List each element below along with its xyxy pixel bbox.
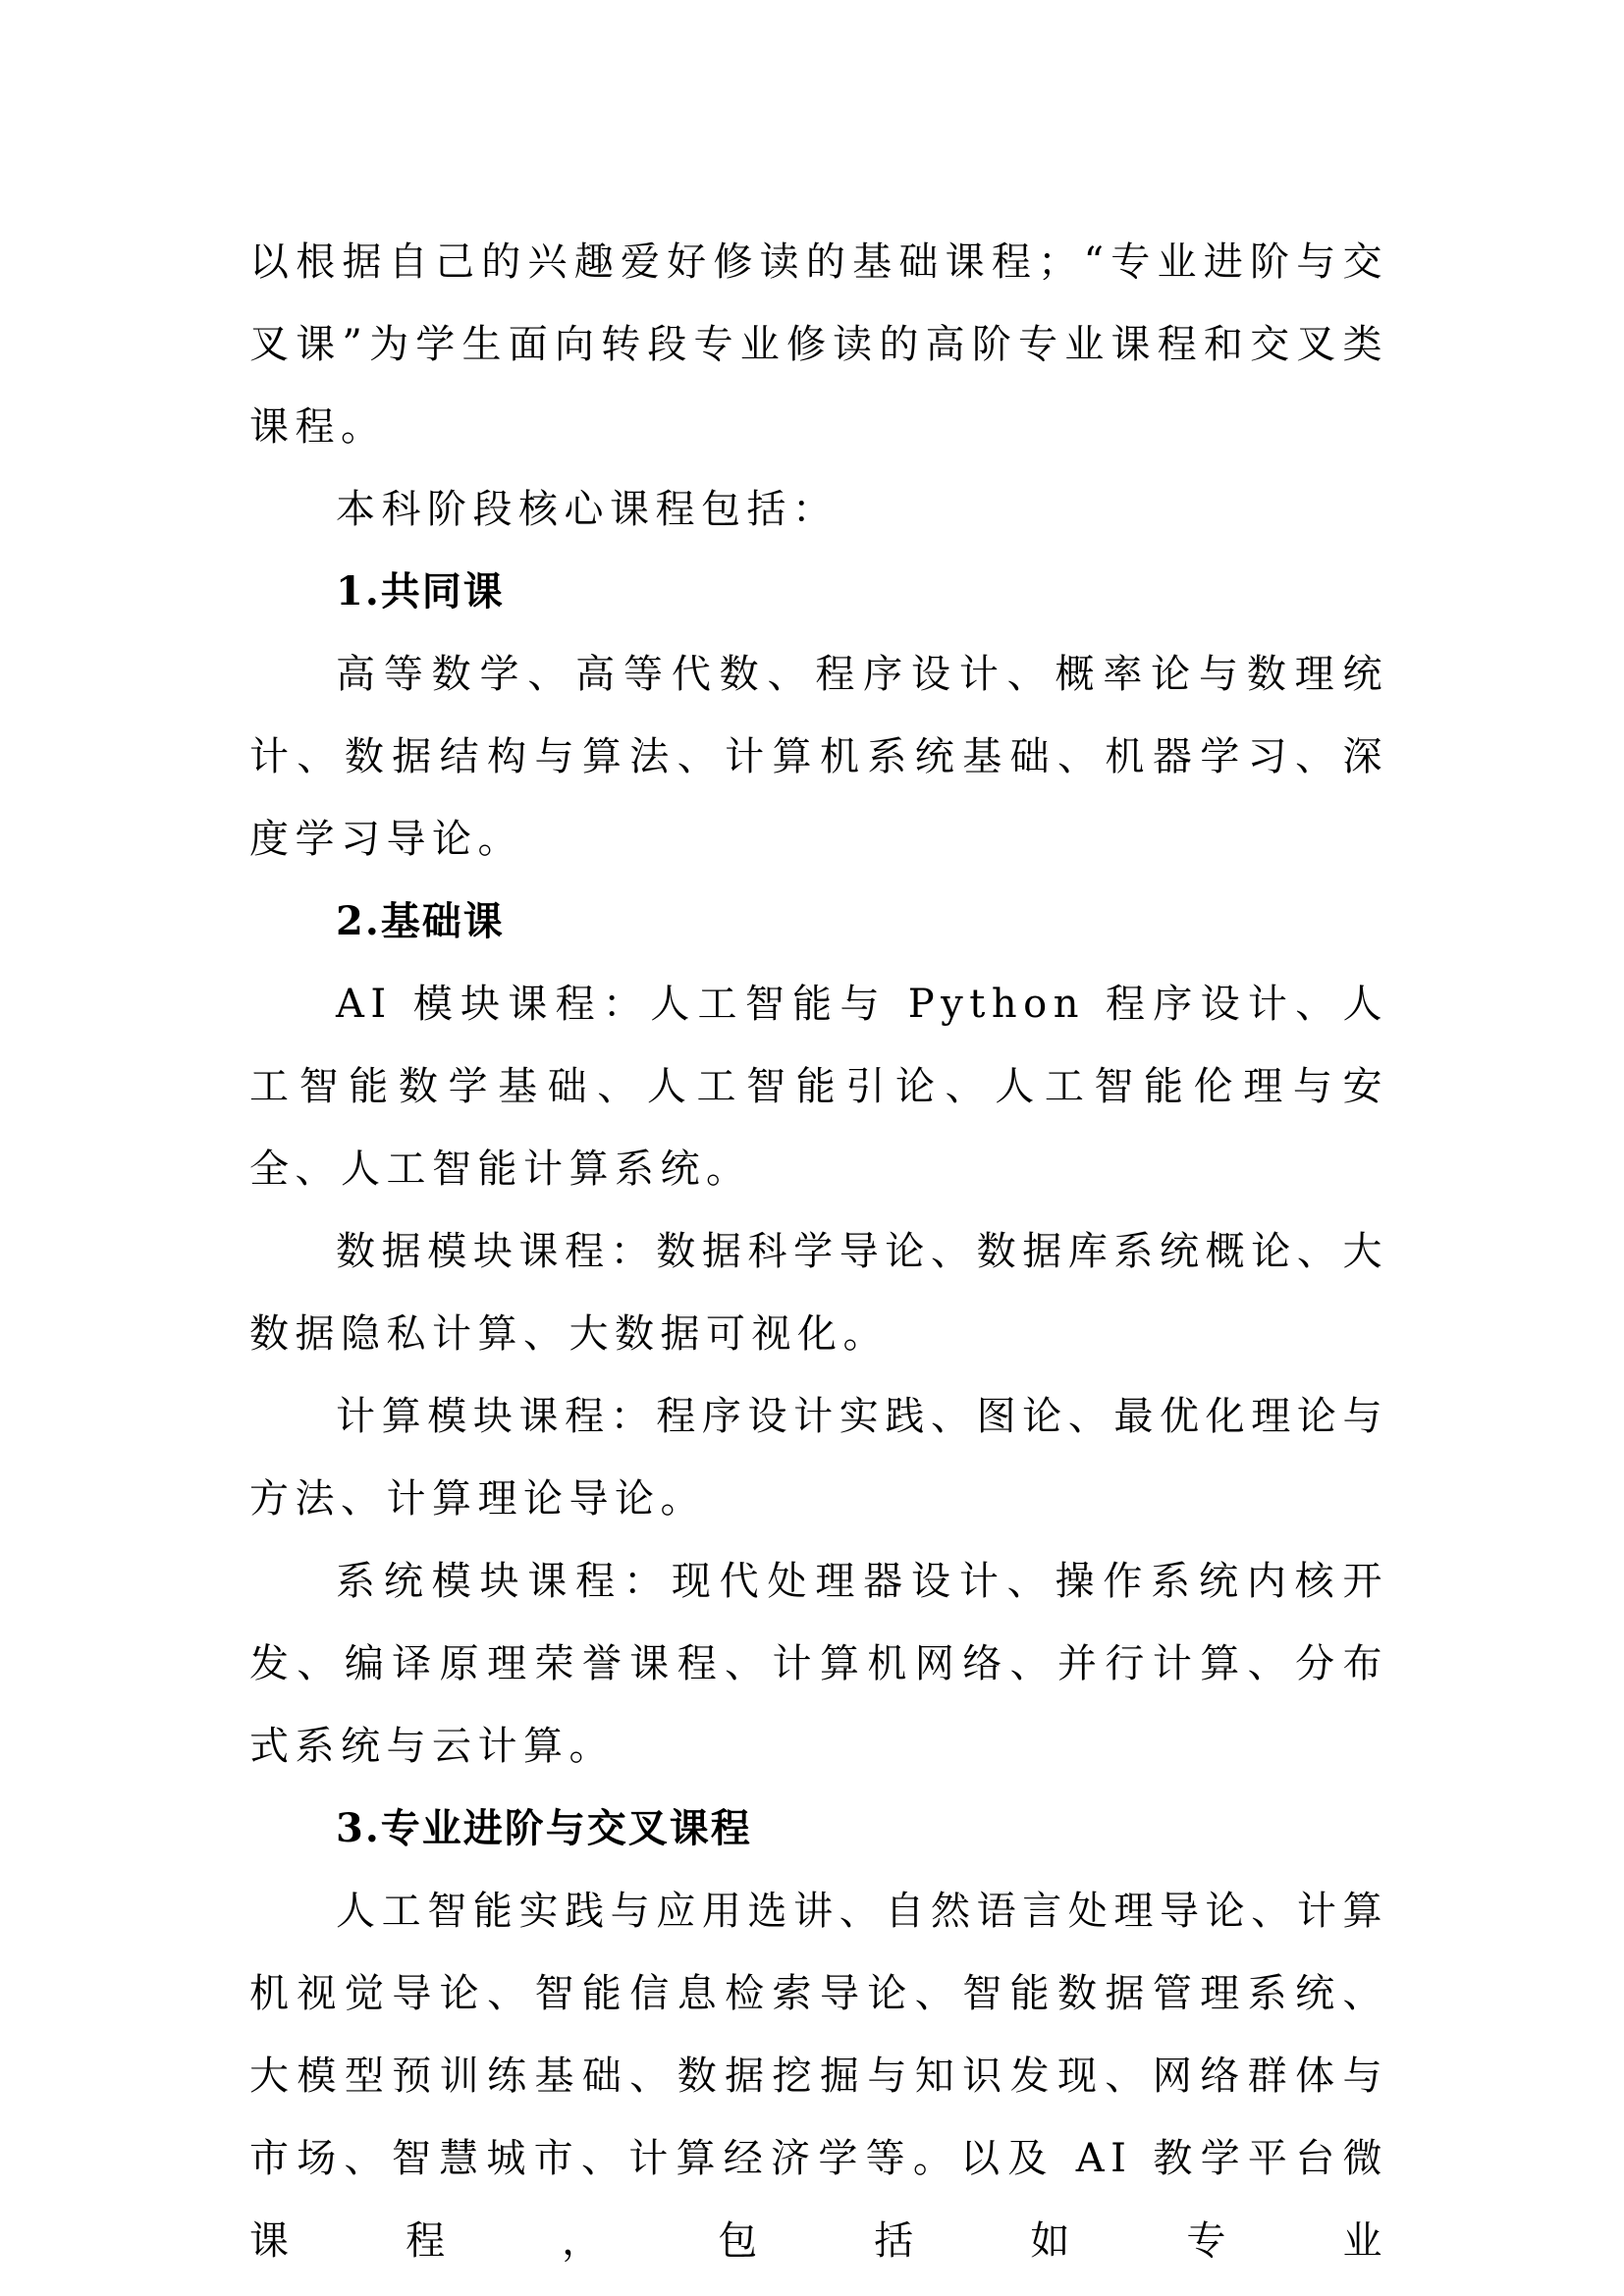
- paragraph-common-courses: 高等数学、高等代数、程序设计、概率论与数理统计、数据结构与算法、计算机系统基础、机器学习、深度学习导论。: [249, 652, 1388, 862]
- paragraph-core-courses-intro: 本科阶段核心课程包括：: [336, 487, 839, 532]
- paragraph-continuation: 以根据自己的兴趣爱好修读的基础课程；“专业进阶与交叉课”为学生面向转段专业修读的高阶专业课程和交叉类课程。: [249, 240, 1388, 450]
- heading-common-courses: 1.共同课: [336, 568, 505, 614]
- paragraph-data-module: 数据模块课程：数据科学导论、数据库系统概论、大数据隐私计算、大数据可视化。: [249, 1229, 1388, 1357]
- paragraph-system-module: 系统模块课程：现代处理器设计、操作系统内核开发、编译原理荣誉课程、计算机网络、并行计算、分布式系统与云计算。: [249, 1559, 1388, 1769]
- paragraph-computing-module: 计算模块课程：程序设计实践、图论、最优化理论与方法、计算理论导论。: [249, 1394, 1388, 1522]
- paragraph-ai-module: AI 模块课程：人工智能与 Python 程序设计、人工智能数学基础、人工智能引论、人工智能伦理与安全、人工智能计算系统。: [249, 982, 1388, 1192]
- heading-advanced-courses: 3.专业进阶与交叉课程: [336, 1805, 752, 1851]
- document-body: [249, 221, 1388, 2282]
- heading-basic-courses: 2.基础课: [336, 898, 505, 944]
- paragraph-advanced-courses: 人工智能实践与应用选讲、自然语言处理导论、计算机视觉导论、智能信息检索导论、智能数据管理系统、大模型预训练基础、数据挖掘与知识发现、网络群体与市场、智慧城市、计算经济学等。以及 AI 教学平台微课程，包括如专业: [249, 1889, 1388, 2264]
